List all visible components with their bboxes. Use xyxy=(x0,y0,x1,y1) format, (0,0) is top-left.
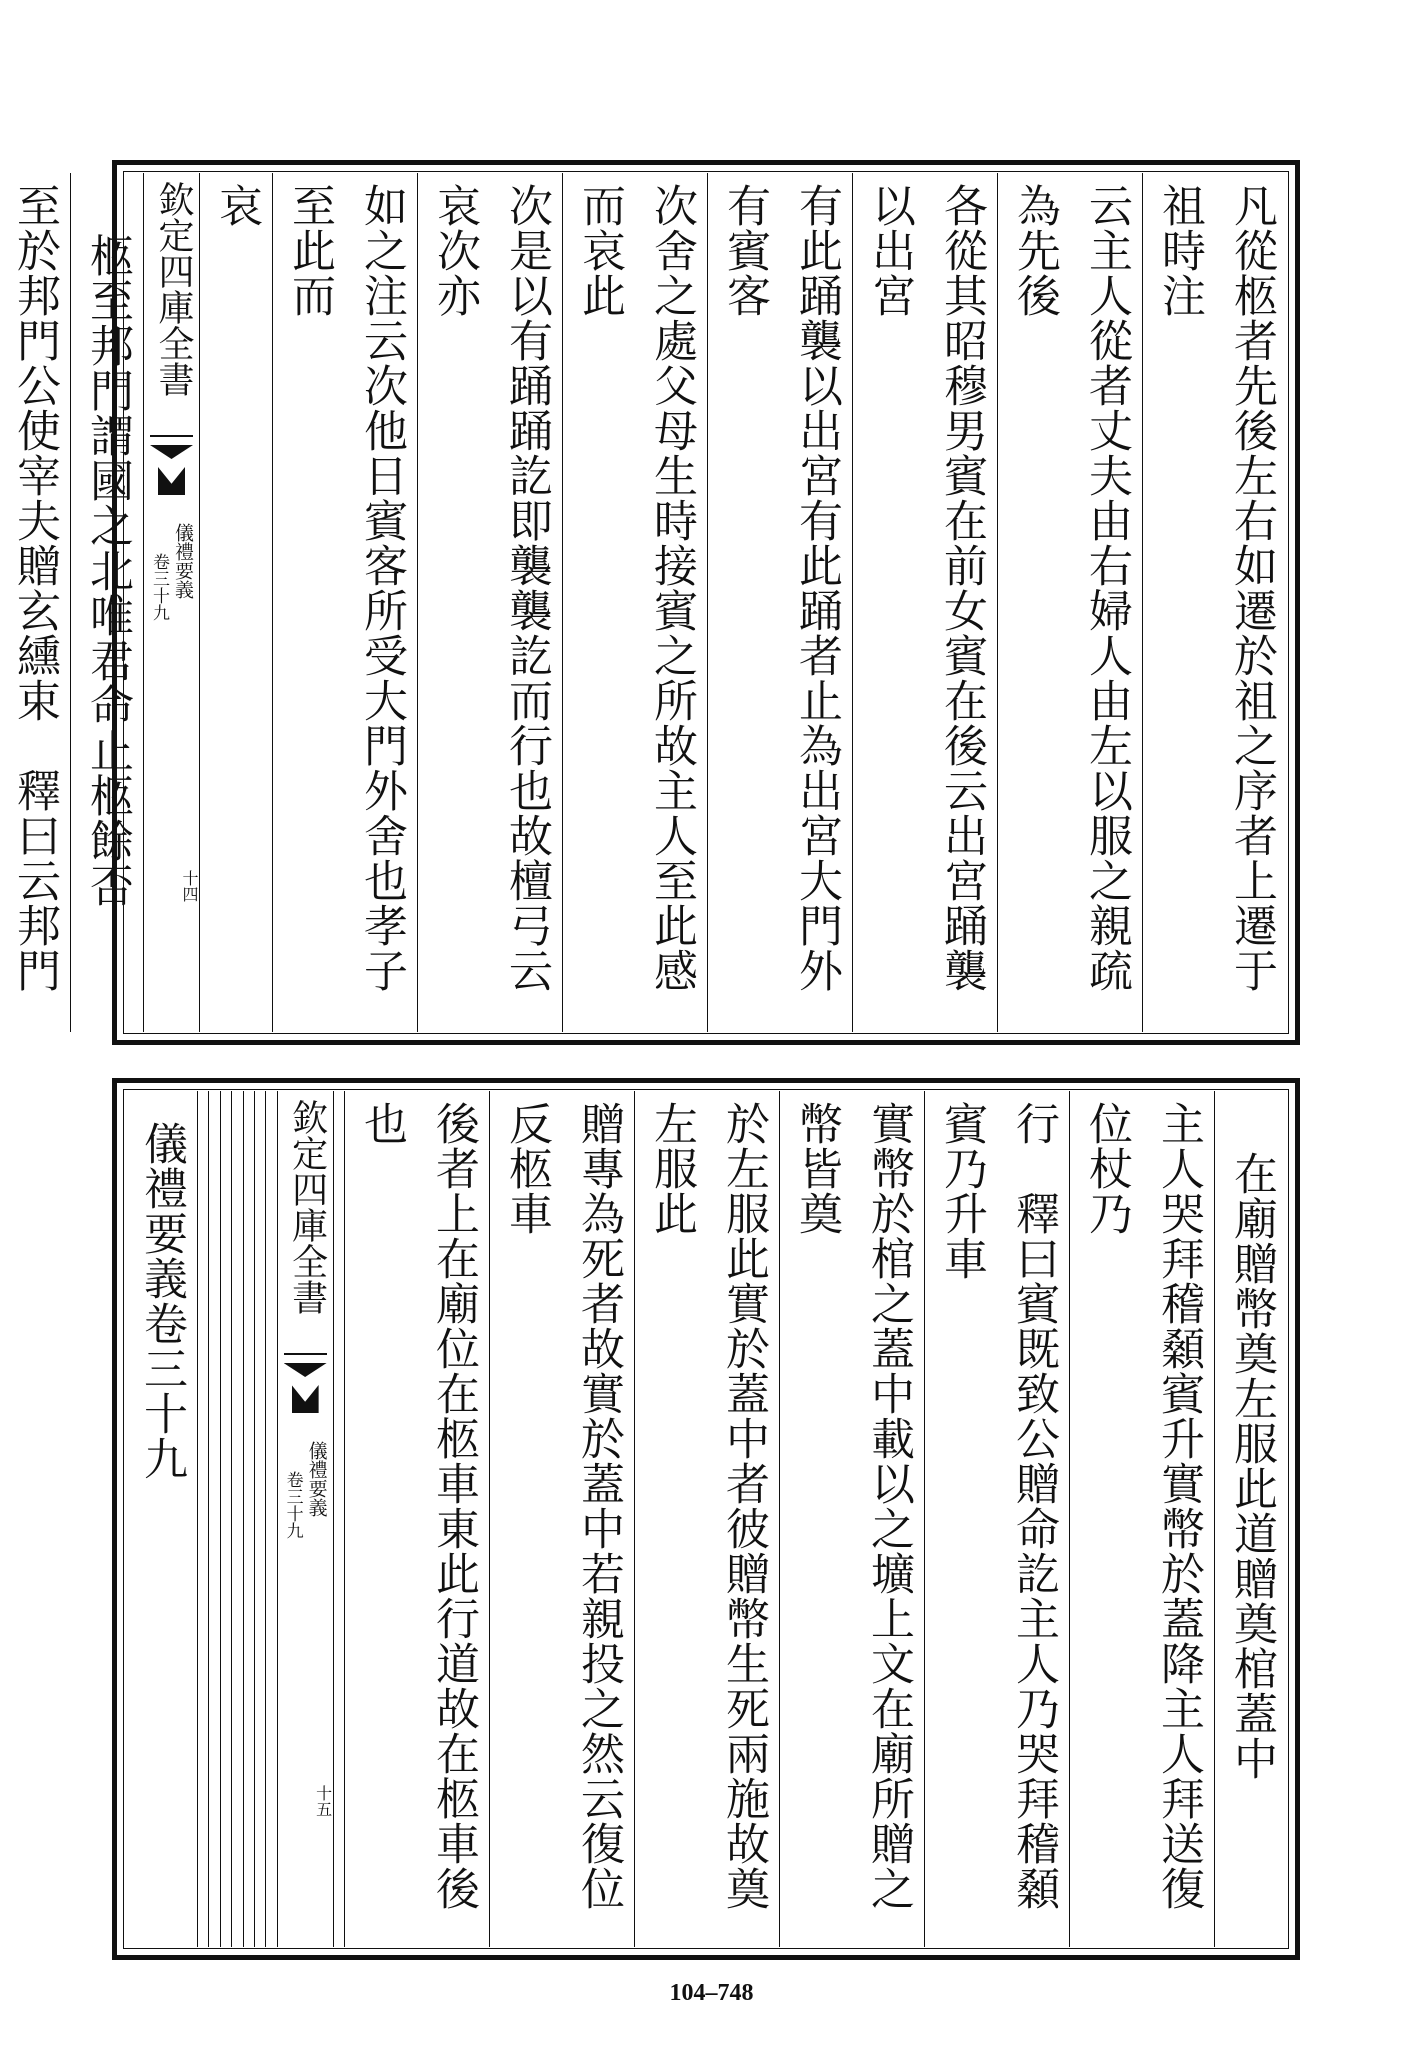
text-column: 贈專為死者故實於蓋中若親投之然云復位反柩車 xyxy=(489,1091,634,1947)
gutter-leaf-number: 十五 xyxy=(313,1785,333,1817)
upper-leaf-columns xyxy=(9,173,1287,1032)
empty-column xyxy=(243,1091,254,1947)
text-column: 主人哭拜稽顙賓升實幣於蓋降主人拜送復位杖乃 xyxy=(1069,1091,1214,1947)
lower-leaf-columns xyxy=(125,1091,1287,1947)
empty-column xyxy=(208,1091,219,1947)
empty-column xyxy=(220,1091,231,1947)
gutter-book-title: 儀禮要義 xyxy=(172,523,194,599)
text-column: 哀 xyxy=(199,173,272,1032)
text-column: 實幣於棺之蓋中載以之壙上文在廟所贈之幣皆奠 xyxy=(779,1091,924,1947)
text-column: 凡從柩者先後左右如遷於祖之序者上遷于祖時注 xyxy=(1142,173,1287,1032)
upper-leaf xyxy=(9,160,1300,1045)
center-gutter xyxy=(277,1091,333,1947)
gutter-book-title: 儀禮要義 xyxy=(305,1441,328,1517)
empty-column xyxy=(333,1091,344,1947)
text-column: 行 釋曰賓既致公贈命訖主人乃哭拜稽顙賓乃升車 xyxy=(924,1091,1069,1947)
gutter-juan: 卷三十九 xyxy=(149,553,169,621)
text-column: 於左服此實於蓋中者彼贈幣生死兩施故奠左服此 xyxy=(634,1091,779,1947)
gutter-leaf-number: 十四 xyxy=(180,870,199,902)
center-gutter xyxy=(143,173,199,1032)
gutter-title: 欽定四庫全書 xyxy=(153,181,194,397)
text-column: 至於邦門公使宰夫贈玄纁束 釋曰云邦門 xyxy=(0,173,70,1032)
text-column: 次是以有踊踊訖即襲襲訖而行也故檀弓云哀次亦 xyxy=(417,173,562,1032)
fish-tail-mark-icon xyxy=(150,435,193,507)
heading-column: 在廟贈幣奠左服此道贈奠棺蓋中 xyxy=(1214,1091,1287,1947)
empty-column xyxy=(197,1091,208,1947)
heading-column: 柩至邦門謂國之北唯君命止柩餘否 xyxy=(70,173,143,1032)
lower-leaf xyxy=(112,1078,1300,1960)
text-column: 後者上在廟位在柩車東此行道故在柩車後也 xyxy=(344,1091,489,1947)
page-number: 104–748 xyxy=(669,1980,754,2006)
empty-column xyxy=(231,1091,242,1947)
empty-column xyxy=(265,1091,276,1947)
text-column: 有此踊襲以出宮有此踊者止為出宮大門外有賓客 xyxy=(707,173,852,1032)
text-column: 云主人從者丈夫由右婦人由左以服之親疏為先後 xyxy=(997,173,1142,1032)
gutter-juan: 卷三十九 xyxy=(282,1471,303,1539)
fish-tail-mark-icon xyxy=(284,1353,327,1425)
text-column: 次舍之處父母生時接賓之所故主人至此感而哀此 xyxy=(562,173,707,1032)
text-column: 如之注云次他日賓客所受大門外舍也孝子至此而 xyxy=(272,173,417,1032)
empty-column xyxy=(254,1091,265,1947)
text-column: 各從其昭穆男賓在前女賓在後云出宮踊襲以出宮 xyxy=(852,173,997,1032)
end-title-column: 儀禮要義卷三十九 xyxy=(136,1121,187,1481)
gutter-title: 欽定四庫全書 xyxy=(286,1099,328,1315)
